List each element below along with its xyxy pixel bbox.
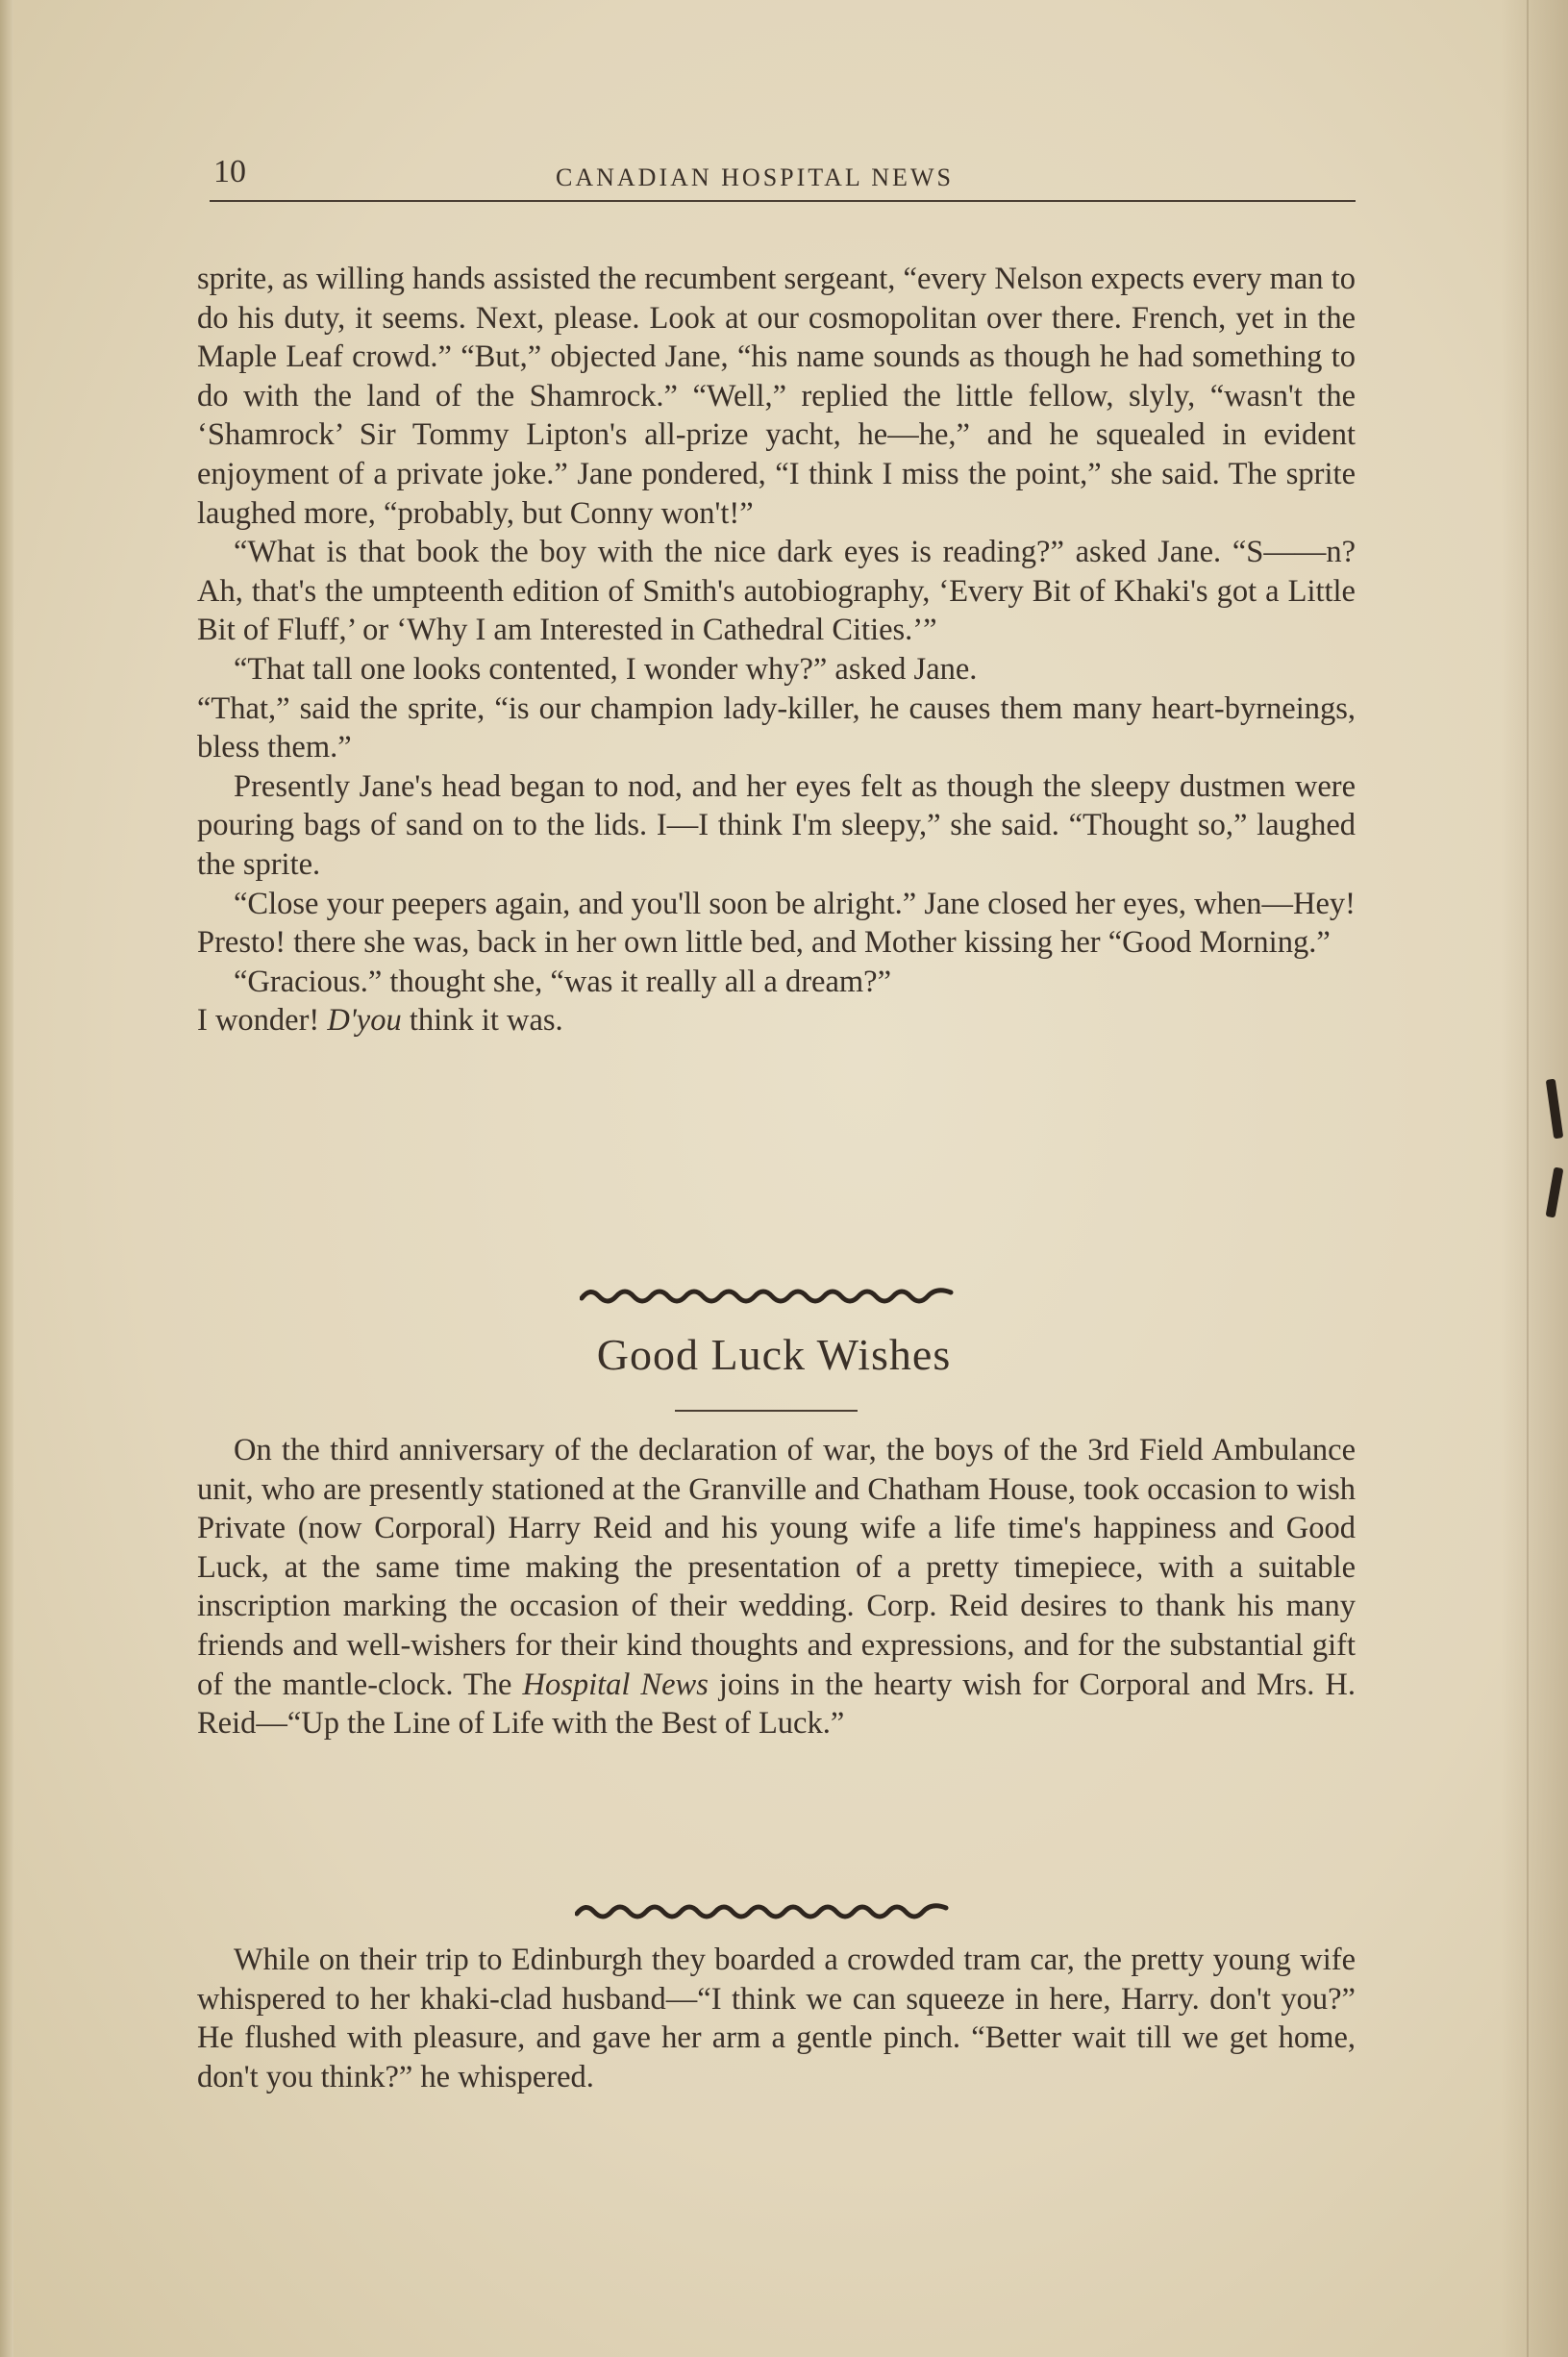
- good-luck-italic: Hospital News: [522, 1667, 709, 1702]
- good-luck-paragraph: [197, 1431, 1356, 1743]
- good-luck-text-end: joins in the hearty wish for Corporal and Mrs. H. Reid—“Up the Line of Life with the Best of Luck.”: [197, 1667, 1356, 1742]
- story-paragraph: “Gracious.” thought she, “was it really all a dream?”: [234, 964, 892, 999]
- anecdote-paragraph: While on their trip to Edinburgh they boarded a crowded tram car, the pretty young wife whispered to her khaki-clad husband—“I think we can squeeze in here, Harry. don't you?” He flushed with pleasure, and gave her arm a gentle pinch. “Better wait till we get home, don't you think?” he whispered.: [197, 1943, 1356, 2094]
- last-line-suffix: think it was.: [401, 1003, 563, 1039]
- wavy-rule-icon: [580, 1285, 955, 1306]
- anecdote-article: [197, 1941, 1356, 2096]
- story-paragraph: “Close your peepers again, and you'll soon be alright.” Jane closed her eyes, when—Hey! Presto! there she was, back in her own little bed, and Mother kissing her “Good Morning.”: [197, 886, 1356, 961]
- page-left-edge: [0, 0, 13, 2357]
- page-number: 10: [213, 154, 246, 189]
- story-paragraph: sprite, as willing hands assisted the recumbent sergeant, “every Nelson expects every man to do his duty, it seems. Next, please. Look at our cosmopolitan over there. French, yet in the Maple Leaf crowd.” “But,” objected Jane, “his name sounds as though he had something to do with the land of the Shamrock.” “Well,” replied the little fellow, slyly, “wasn't the ‘Shamrock’ Sir Tommy Lipton's all-prize yacht, he—he,” and he squealed in evident enjoyment of a private joke.” Jane pondered, “I think I miss the point,” she said. The sprite laughed more, “probably, but Conny won't!”: [197, 262, 1356, 531]
- heading-rule: [675, 1410, 858, 1412]
- wavy-rule-icon: [575, 1900, 950, 1921]
- story-paragraph: “That tall one looks contented, I wonder why?” asked Jane.: [234, 651, 978, 687]
- running-title: CANADIAN HOSPITAL NEWS: [556, 163, 954, 191]
- page-header: [210, 152, 1356, 212]
- last-line-prefix: I wonder!: [197, 1003, 328, 1039]
- last-line-italic: D'you: [327, 1003, 402, 1039]
- story-continuation: [197, 260, 1356, 1041]
- header-rule: [210, 200, 1356, 202]
- story-last-line: [197, 1001, 1356, 1041]
- story-paragraph: “What is that book the boy with the nice dark eyes is reading?” asked Jane. “S——n? Ah, that's the umpteenth edition of Smith's autobiography, ‘Every Bit of Khaki's got a Little Bit of Fluff,’ or ‘Why I am Interested in Cathedral Cities.’”: [197, 535, 1356, 648]
- story-paragraph: Presently Jane's head began to nod, and her eyes felt as though the sleepy dustmen were pouring bags of sand on to the lids. I—I think I'm sleepy,” she said. “Thought so,” laughed the sprite.: [197, 768, 1356, 882]
- page-fold-line: [1527, 0, 1529, 2357]
- section-heading: Good Luck Wishes: [596, 1330, 952, 1379]
- good-luck-text: On the third anniversary of the declaration of war, the boys of the 3rd Field Ambulance unit, who are presently stationed at the Granville and Chatham House, took occasion to wish Private (now Corporal) Harry Reid and his young wife a life time's happiness and Good Luck, at the same time making the presentation of a pretty timepiece, with a suitable inscription marking the occasion of their wedding. Corp. Reid desires to thank his many friends and well-wishers for their kind thoughts and expressions, and for the substantial gift of the mantle-clock. The: [197, 1433, 1356, 1702]
- story-paragraph: “That,” said the sprite, “is our champion lady-killer, he causes them many heart-byrneings, bless them.”: [197, 690, 1356, 765]
- good-luck-article: [197, 1431, 1356, 1743]
